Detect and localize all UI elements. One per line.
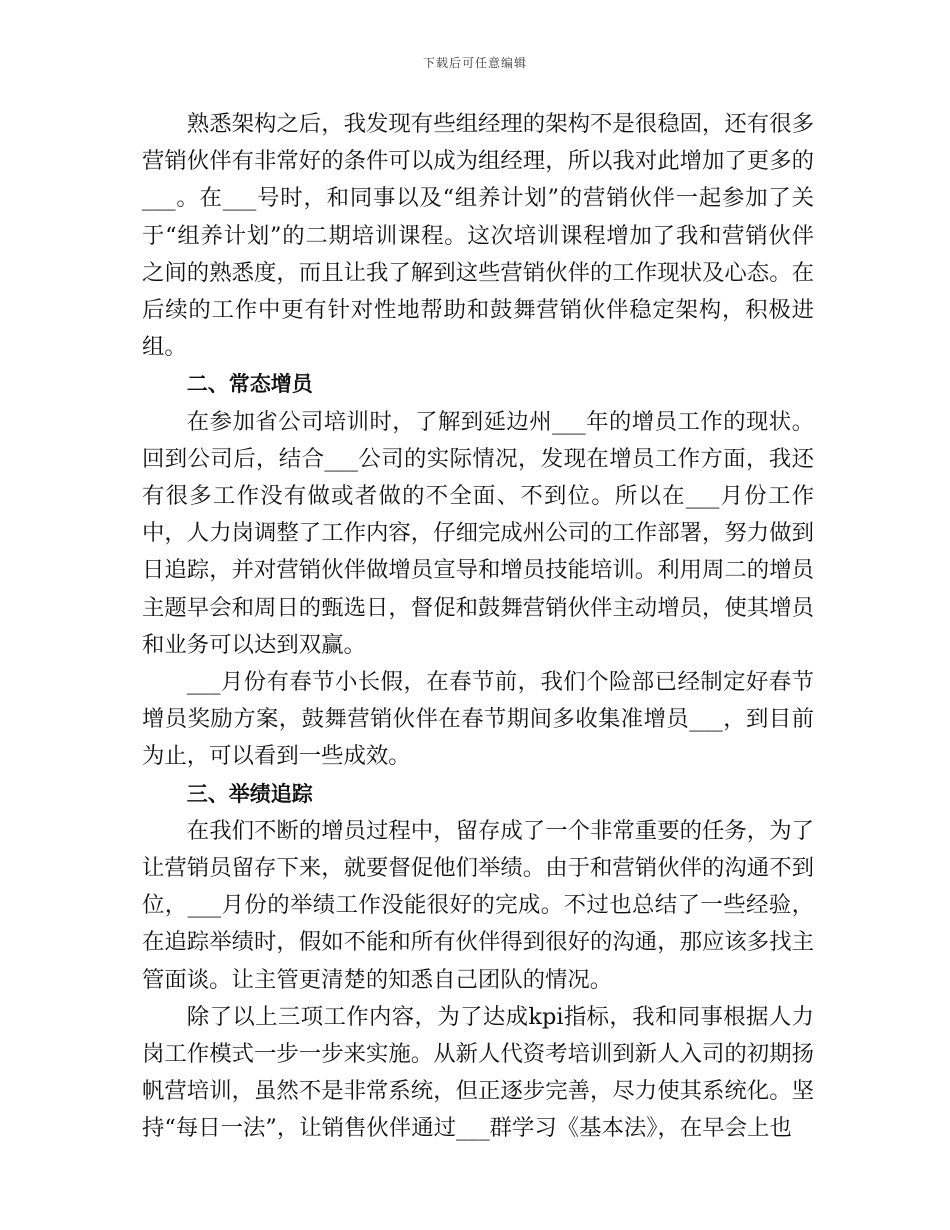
document-body bbox=[142, 106, 814, 1148]
paragraph-performance-tracking: 在我们不断的增员过程中，留存成了一个非常重要的任务，为了让营销员留存下来，就要督促他们举绩。由于和营销伙伴的沟通不到位，___月份的举绩工作没能很好的完成。不过也总结了一些经验，在追踪举绩时，假如不能和所有伙伴得到很好的沟通，那应该多找主管面谈。让主管更清楚的知悉自己团队的情况。 bbox=[142, 817, 814, 993]
paragraph-spring-festival: ___月份有春节小长假，在春节前，我们个险部已经制定好春节增员奖励方案，鼓舞营销伙伴在春节期间多收集准增员___，到目前为止，可以看到一些成效。 bbox=[142, 669, 814, 770]
paragraph-structure-review: 熟悉架构之后，我发现有些组经理的架构不是很稳固，还有很多营销伙伴有非常好的条件可以成为组经理，所以我对此增加了更多的___。在___号时，和同事以及“组养计划”的营销伙伴一起参加了关于“组养计划”的二期培训课程。这次培训课程增加了我和营销伙伴之间的熟悉度，而且让我了解到这些营销伙伴的工作现状及心态。在后续的工作中更有针对性地帮助和鼓舞营销伙伴稳定架构，积极进组。 bbox=[142, 111, 814, 361]
section-heading-performance-tracking: 三、举绩追踪 bbox=[186, 781, 313, 806]
paragraph-kpi-training: 除了以上三项工作内容，为了达成kpi指标，我和同事根据人力岗工作模式一步一步来实施。从新人代资考培训到新人入司的初期扬帆营培训，虽然不是非常系统，但正逐步完善，尽力使其系统化。坚持“每日一法”，让销售伙伴通过___群学习《基本法》，在早会上也 bbox=[142, 1003, 814, 1142]
page-header-note: 下载后可任意编辑 bbox=[422, 56, 527, 70]
paragraph-recruitment: 在参加省公司培训时，了解到延边州___年的增员工作的现状。回到公司后，结合___公司的实际情况，发现在增员工作方面，我还有很多工作没有做或者做的不全面、不到位。所以在___月份工作中，人力岗调整了工作内容，仔细完成州公司的工作部署，努力做到日追踪，并对营销伙伴做增员宣导和增员技能培训。利用周二的增员主题早会和周日的甄选日，督促和鼓舞营销伙伴主动增员，使其增员和业务可以达到双赢。 bbox=[142, 408, 814, 658]
section-heading-recruitment: 二、常态增员 bbox=[186, 372, 313, 397]
